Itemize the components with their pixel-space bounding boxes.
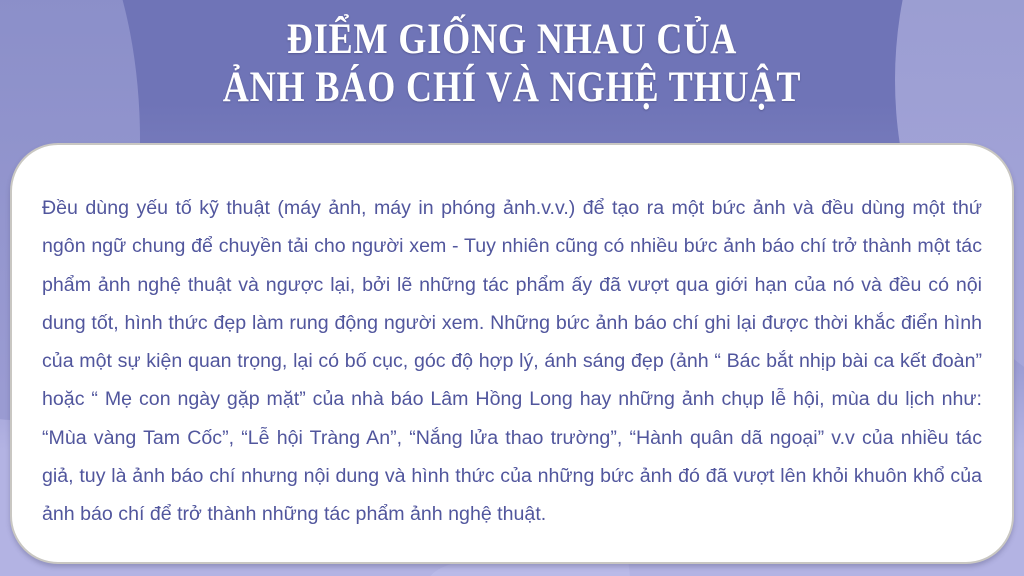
content-card	[10, 143, 1014, 564]
title-line-1: ĐIỂM GIỐNG NHAU CỦA	[286, 16, 738, 63]
title-line-2: ẢNH BÁO CHÍ VÀ NGHỆ THUẬT	[222, 64, 802, 111]
slide-title	[0, 16, 1024, 112]
body-paragraph: Đều dùng yếu tố kỹ thuật (máy ảnh, máy in phóng ảnh.v.v.) để tạo ra một bức ảnh và đều dùng một thứ ngôn ngữ chung để chuyền tải cho người xem - Tuy nhiên cũng có nhiều bức ảnh báo chí trở thành một tác phẩm ảnh nghệ thuật và ngược lại, bởi lẽ những tác phẩm ấy đã vượt qua giới hạn của nó và đều có nội dung tốt, hình thức đẹp làm rung động người xem. Những bức ảnh báo chí ghi lại được thời khắc điển hình của một sự kiện quan trọng, lại có bố cục, góc độ hợp lý, ánh sáng đẹp (ảnh “ Bác bắt nhịp bài ca kết đoàn” hoặc “ Mẹ con ngày gặp mặt” của nhà báo Lâm Hồng Long hay những ảnh chụp lễ hội, mùa du lịch như: “Mùa vàng Tam Cốc”, “Lễ hội Tràng An”, “Nắng lửa thao trường”, “Hành quân dã ngoại” v.v của nhiều tác giả, tuy là ảnh báo chí nhưng nội dung và hình thức của những bức ảnh đó đã vượt lên khỏi khuôn khổ của ảnh báo chí để trở thành những tác phẩm ảnh nghệ thuật.	[42, 197, 982, 526]
